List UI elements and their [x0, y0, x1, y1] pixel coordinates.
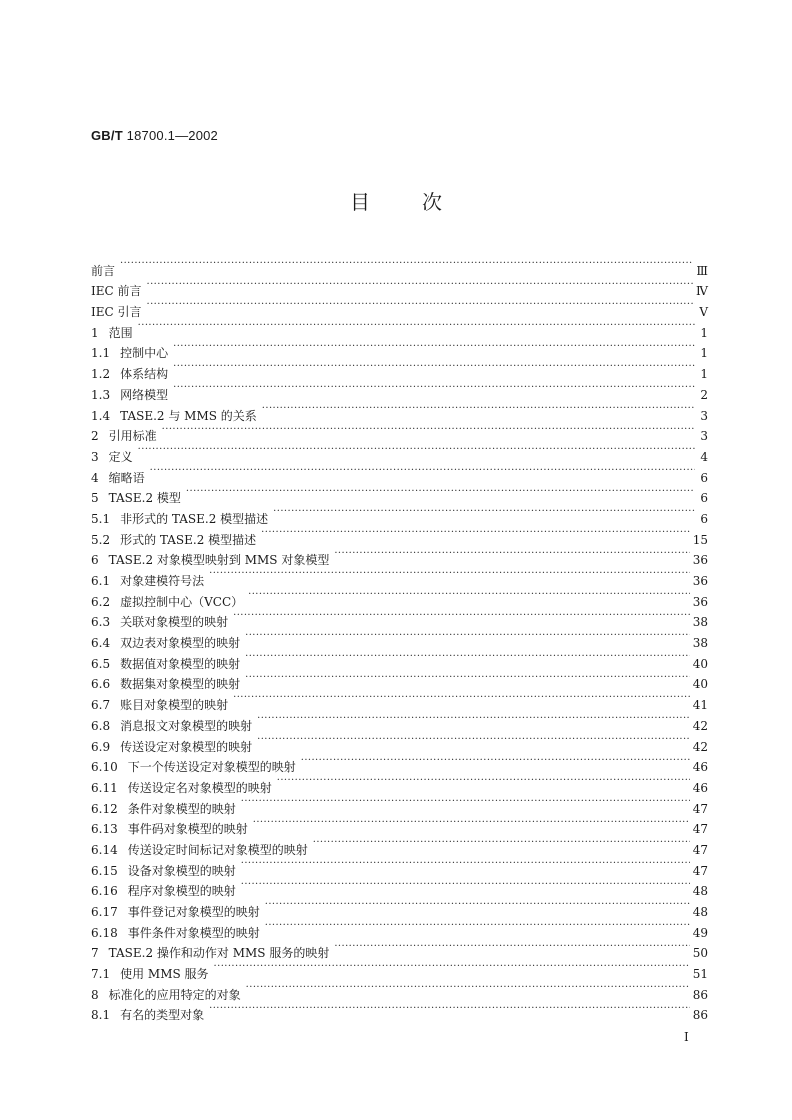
- toc-dot-leader: [186, 482, 695, 503]
- toc-entry-page: 47: [692, 801, 708, 816]
- toc-entry-number: 7.1: [91, 967, 111, 982]
- toc-entry-page: 36: [692, 553, 708, 568]
- toc-entry-number: 6.4: [91, 636, 111, 651]
- toc-entry-text: 程序对象模型的映射: [127, 884, 236, 899]
- toc-entry[interactable]: [91, 420, 708, 444]
- toc-entry-page: 50: [692, 946, 708, 961]
- toc-entry-page: 86: [692, 1008, 708, 1023]
- toc-dot-leader: [253, 813, 690, 834]
- toc-entry-label: [91, 592, 243, 613]
- toc-entry-text: 虚拟控制中心（VCC）: [120, 594, 244, 609]
- toc-entry-page: 1: [700, 325, 708, 340]
- toc-dot-leader: [138, 440, 695, 461]
- toc-dot-leader: [241, 792, 690, 813]
- toc-dot-leader: [245, 626, 690, 647]
- toc-entry-page: 1: [700, 346, 708, 361]
- toc-entry-text: 事件条件对象模型的映射: [127, 925, 260, 940]
- toc-dot-leader: [173, 378, 695, 399]
- toc-entry[interactable]: [91, 254, 708, 278]
- toc-entry-page: 42: [692, 739, 708, 754]
- toc-dot-leader: [241, 854, 690, 875]
- toc-entry-page: Ⅴ: [699, 305, 708, 320]
- toc-entry-number: 6.15: [91, 863, 118, 878]
- toc-entry-page: 48: [692, 884, 708, 899]
- toc-entry-page: 40: [692, 677, 708, 692]
- toc-entry-page: 40: [692, 656, 708, 671]
- toc-entry-number: 6.10: [91, 760, 118, 775]
- toc-entry-text: 账目对象模型的映射: [120, 698, 229, 713]
- toc-title: 目次: [350, 190, 494, 214]
- toc-entry-label: [91, 302, 142, 323]
- toc-entry-number: 6.12: [91, 801, 118, 816]
- toc-entry-number: 4: [91, 470, 99, 485]
- toc-entry-label: [91, 695, 228, 716]
- toc-entry-text: 双边表对象模型的映射: [120, 636, 241, 651]
- toc-entry[interactable]: [91, 337, 708, 361]
- toc-entry-page: 38: [692, 636, 708, 651]
- toc-entry-page: 36: [692, 594, 708, 609]
- toc-entry-page: 2: [700, 387, 708, 402]
- toc-entry-number: 1.2: [91, 367, 111, 382]
- toc-entry-label: [91, 674, 240, 695]
- toc-entry[interactable]: [91, 357, 708, 382]
- toc-entry-label: [91, 281, 142, 302]
- toc-entry-label: [91, 612, 228, 633]
- toc-entry-number: 6.14: [91, 842, 118, 857]
- toc-entry-text: 数据值对象模型的映射: [120, 656, 241, 671]
- toc-entry[interactable]: [91, 502, 708, 526]
- toc-entry-number: 1.1: [91, 346, 111, 361]
- toc-entry-page: 3: [700, 408, 708, 423]
- toc-entry-text: TASE.2 与 MMS 的关系: [120, 408, 257, 423]
- toc-entry-page: 46: [692, 760, 708, 775]
- toc-entry-page: 51: [692, 967, 708, 982]
- toc-entry-text: 数据集对象模型的映射: [120, 677, 241, 692]
- toc-entry-number: 5.2: [91, 532, 111, 547]
- toc-dot-leader: [301, 751, 690, 772]
- toc-entry-text: 使用 MMS 服务: [120, 967, 209, 982]
- toc-dot-leader: [334, 544, 689, 565]
- toc-entry-text: 设备对象模型的映射: [127, 863, 236, 878]
- toc-entry-label: [91, 716, 252, 737]
- toc-entry-label: [91, 654, 240, 675]
- toc-entry-label: [91, 385, 168, 406]
- toc-entry[interactable]: [91, 482, 708, 506]
- toc-entry-label: [91, 571, 204, 592]
- toc-entry-label: [91, 261, 115, 282]
- toc-entry-number: 5.1: [91, 511, 111, 526]
- toc-entry-number: 6.16: [91, 884, 118, 899]
- table-of-contents: [91, 254, 708, 1023]
- toc-entry-label: [91, 1005, 204, 1026]
- toc-dot-leader: [257, 709, 690, 730]
- toc-entry-text: 传送设定对象模型的映射: [120, 739, 253, 754]
- toc-entry-page: 6: [700, 470, 708, 485]
- toc-dot-leader: [257, 730, 690, 751]
- toc-dot-leader: [233, 688, 690, 709]
- toc-dot-leader: [120, 254, 693, 275]
- toc-entry-page: 42: [692, 718, 708, 733]
- toc-entry-number: 6.5: [91, 656, 111, 671]
- toc-dot-leader: [147, 275, 694, 296]
- toc-entry-page: 38: [692, 615, 708, 630]
- toc-entry-text: 事件登记对象模型的映射: [127, 905, 260, 919]
- toc-entry-label: [91, 468, 145, 489]
- toc-dot-leader: [334, 937, 689, 958]
- toc-dot-leader: [246, 978, 690, 999]
- standard-code-number: 18700.1—2002: [122, 128, 218, 143]
- toc-dot-leader: [262, 399, 695, 420]
- toc-dot-leader: [214, 957, 690, 978]
- toc-entry[interactable]: [91, 440, 708, 464]
- toc-entry-number: 6.17: [91, 905, 118, 919]
- toc-entry-label: [91, 343, 168, 364]
- toc-entry-number: 6.7: [91, 698, 111, 713]
- page-number: I: [684, 1030, 689, 1044]
- toc-entry-text: 控制中心: [120, 346, 169, 361]
- toc-entry-label: [91, 323, 133, 344]
- toc-dot-leader: [173, 337, 695, 358]
- toc-dot-leader: [150, 461, 695, 482]
- toc-entry-page: 6: [700, 511, 708, 526]
- toc-entry-number: 8: [91, 987, 99, 1002]
- toc-entry-text: 引用标准: [108, 429, 157, 444]
- toc-entry-number: 5: [91, 491, 99, 506]
- toc-entry[interactable]: [91, 295, 708, 320]
- toc-entry-number: 6.6: [91, 677, 111, 692]
- toc-entry-number: 1: [91, 325, 99, 340]
- toc-entry-text: 消息报文对象模型的映射: [120, 718, 253, 733]
- toc-entry-page: Ⅲ: [696, 263, 708, 278]
- toc-dot-leader: [313, 833, 690, 854]
- toc-entry-label: [91, 737, 252, 758]
- toc-entry-text: 条件对象模型的映射: [127, 801, 236, 816]
- toc-entry-text: 传送设定名对象模型的映射: [127, 780, 272, 795]
- toc-entry-number: 6.1: [91, 574, 111, 588]
- toc-entry-label: [91, 757, 296, 778]
- toc-entry-number: 1.4: [91, 408, 111, 423]
- toc-entry-page: 41: [692, 698, 708, 713]
- toc-entry-number: 2: [91, 429, 99, 444]
- toc-entry-label: [91, 861, 236, 882]
- toc-entry-page: 49: [692, 925, 708, 940]
- toc-entry-page: 86: [692, 987, 708, 1002]
- toc-entry-text: TASE.2 对象模型映射到 MMS 对象模型: [108, 553, 330, 568]
- toc-dot-leader: [277, 771, 690, 792]
- toc-dot-leader: [209, 999, 690, 1020]
- toc-dot-leader: [233, 606, 690, 627]
- toc-entry-label: [91, 530, 256, 551]
- toc-entry-text: TASE.2 模型: [108, 491, 181, 506]
- toc-entry-text: 形式的 TASE.2 模型描述: [120, 532, 257, 547]
- toc-entry-number: 6.3: [91, 615, 111, 630]
- toc-entry[interactable]: [91, 461, 708, 485]
- toc-entry-page: 1: [700, 367, 708, 382]
- standard-code-prefix: GB/T: [91, 128, 123, 143]
- standard-code-header: [91, 128, 218, 143]
- toc-entry-number: 6: [91, 553, 99, 568]
- toc-entry-label: [91, 633, 240, 654]
- toc-entry-label: [91, 902, 260, 923]
- toc-dot-leader: [147, 295, 696, 316]
- toc-entry-page: 6: [700, 491, 708, 506]
- toc-dot-leader: [265, 895, 690, 916]
- toc-entry-text: 网络模型: [120, 387, 169, 402]
- toc-entry-number: 7: [91, 946, 99, 961]
- toc-dot-leader: [245, 668, 690, 689]
- toc-entry-page: 46: [692, 780, 708, 795]
- toc-entry-text: 有名的类型对象: [120, 1008, 205, 1023]
- toc-entry-text: 定义: [108, 449, 133, 464]
- toc-entry-page: 47: [692, 863, 708, 878]
- toc-entry-number: 6.18: [91, 925, 118, 940]
- toc-dot-leader: [273, 502, 695, 523]
- toc-entry-text: 标准化的应用特定的对象: [108, 987, 241, 1002]
- toc-dot-leader: [173, 357, 695, 378]
- toc-entry-page: Ⅳ: [696, 284, 708, 299]
- toc-entry-label: [91, 923, 260, 944]
- toc-entry-number: 6.8: [91, 718, 111, 733]
- toc-entry-text: IEC 前言: [91, 284, 142, 299]
- toc-entry[interactable]: [91, 399, 708, 423]
- toc-entry-label: [91, 509, 268, 530]
- toc-dot-leader: [261, 523, 690, 544]
- toc-entry-page: 47: [692, 842, 708, 857]
- toc-dot-leader: [245, 647, 690, 668]
- toc-entry-page: 47: [692, 822, 708, 837]
- toc-entry-label: [91, 447, 133, 468]
- toc-dot-leader: [248, 585, 690, 606]
- toc-dot-leader: [138, 316, 695, 337]
- toc-entry-text: 传送设定时间标记对象模型的映射: [127, 842, 308, 857]
- toc-entry-number: 6.11: [91, 780, 118, 795]
- toc-entry-label: [91, 881, 236, 902]
- toc-entry-text: 事件码对象模型的映射: [127, 822, 248, 837]
- toc-entry[interactable]: [91, 316, 708, 340]
- toc-entry-text: 范围: [108, 325, 133, 340]
- toc-entry-label: [91, 964, 209, 985]
- toc-entry-text: 体系结构: [120, 367, 169, 382]
- toc-dot-leader: [162, 420, 695, 441]
- toc-entry-text: TASE.2 操作和动作对 MMS 服务的映射: [108, 946, 330, 961]
- toc-entry-number: 6.13: [91, 822, 118, 837]
- toc-entry-page: 15: [692, 532, 708, 547]
- toc-entry-text: 对象建模符号法: [120, 574, 205, 588]
- toc-entry-text: IEC 引言: [91, 305, 142, 320]
- toc-entry-number: 8.1: [91, 1008, 111, 1023]
- toc-entry-label: [91, 488, 181, 509]
- toc-entry-label: [91, 819, 248, 840]
- toc-entry-text: 下一个传送设定对象模型的映射: [127, 760, 296, 775]
- toc-entry-text: 非形式的 TASE.2 模型描述: [120, 511, 269, 526]
- toc-entry-label: [91, 799, 236, 820]
- toc-entry-page: 36: [692, 574, 708, 588]
- toc-dot-leader: [209, 564, 690, 585]
- toc-entry-page: 4: [700, 449, 708, 464]
- toc-entry-number: 6.2: [91, 594, 111, 609]
- toc-dot-leader: [241, 875, 690, 896]
- toc-entry-page: 3: [700, 429, 708, 444]
- toc-entry-label: [91, 364, 168, 385]
- toc-entry-number: 1.3: [91, 387, 111, 402]
- toc-entry-text: 关联对象模型的映射: [120, 615, 229, 630]
- toc-dot-leader: [265, 916, 690, 937]
- toc-entry-page: 48: [692, 905, 708, 919]
- toc-entry-text: 前言: [91, 263, 116, 278]
- toc-entry-text: 缩略语: [108, 470, 145, 485]
- toc-entry[interactable]: [91, 275, 708, 299]
- toc-entry-number: 3: [91, 449, 99, 464]
- toc-entry-number: 6.9: [91, 739, 111, 754]
- toc-entry[interactable]: [91, 378, 708, 402]
